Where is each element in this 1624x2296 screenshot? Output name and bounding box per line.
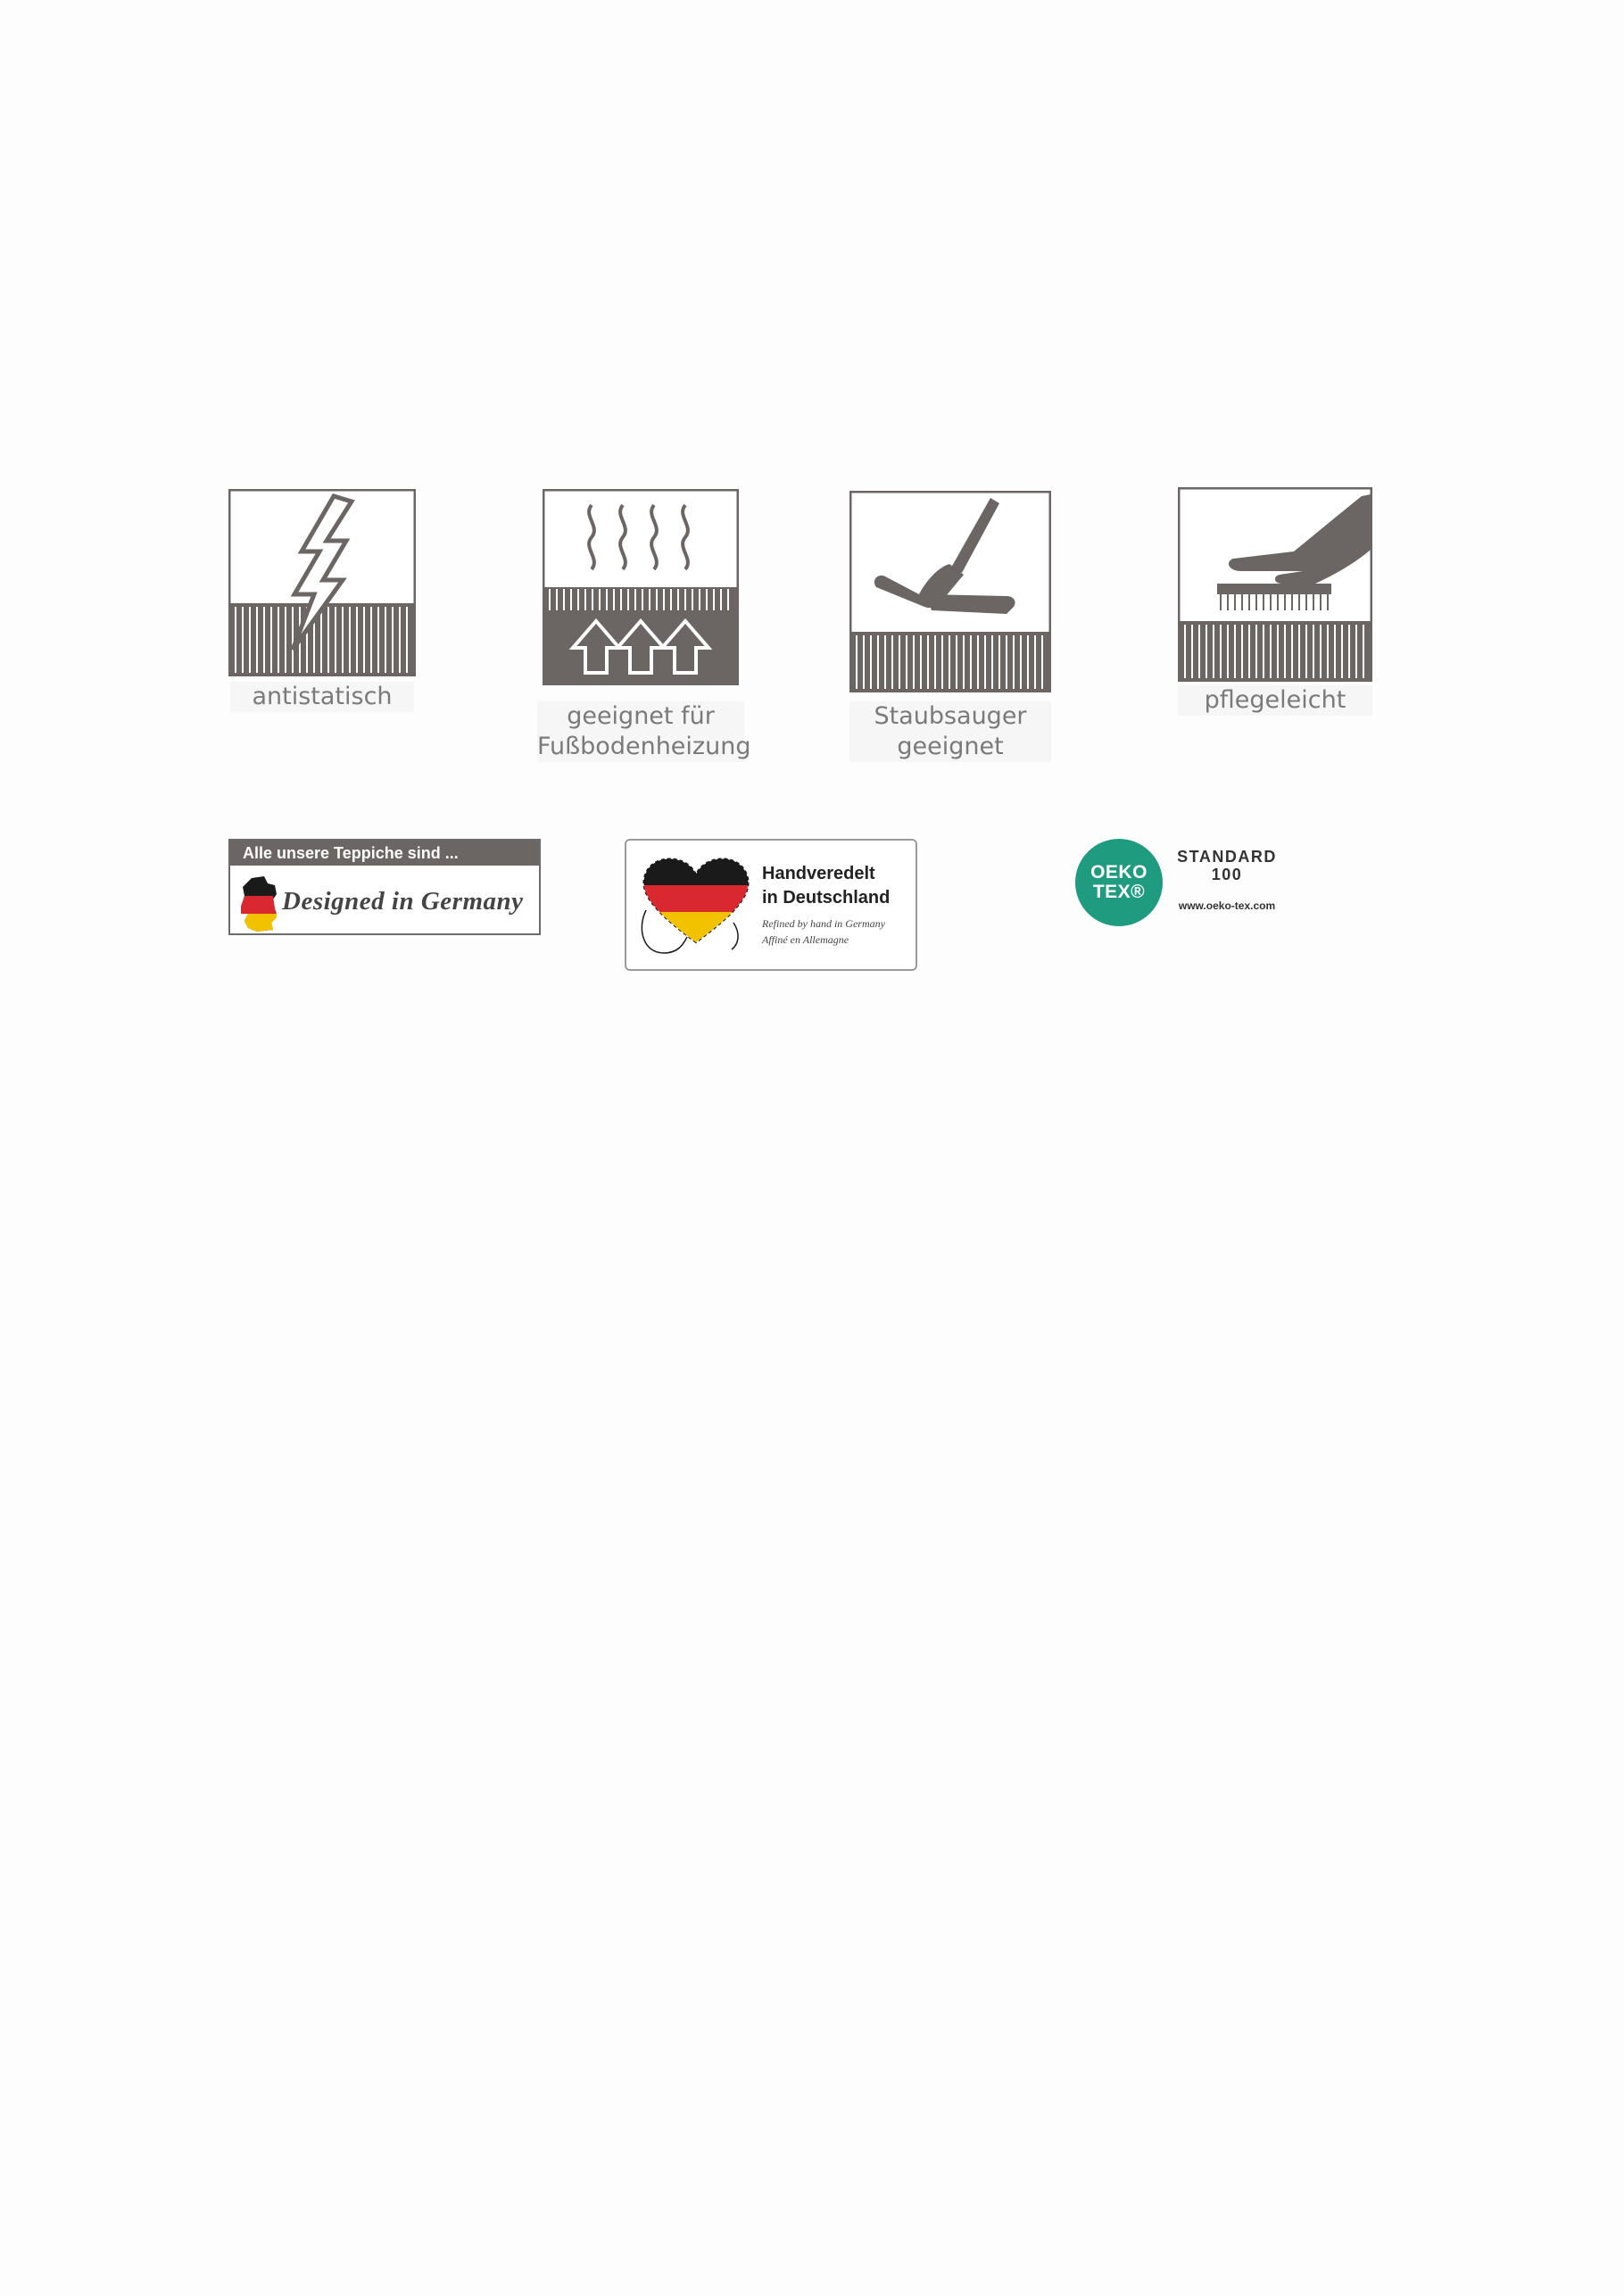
oeko-tex-url: www.oeko-tex.com <box>1178 899 1276 912</box>
badge-text: Designed in Germany <box>282 887 524 916</box>
oeko-tex-logo <box>1075 839 1289 928</box>
vacuum-cleaner-icon <box>849 491 1051 692</box>
standard-number: 100 <box>1211 866 1243 883</box>
caption-line: geeignet für <box>567 702 715 730</box>
lightning-icon <box>228 489 416 676</box>
feature-caption <box>230 682 414 712</box>
designed-in-germany-badge <box>228 839 541 935</box>
germany-map-flag-icon <box>239 876 278 932</box>
caption-line: Fußbodenheizung <box>537 733 751 760</box>
feature-vacuum <box>849 491 1051 760</box>
caption-line: Staubsauger <box>874 702 1027 730</box>
feature-antistatic <box>228 489 416 710</box>
badge-header: Alle unsere Teppiche sind ... <box>230 841 539 866</box>
hand-brush-icon <box>1178 487 1372 682</box>
caption-line: antistatisch <box>252 683 393 710</box>
standard-label: STANDARD <box>1177 848 1277 866</box>
feature-caption <box>537 701 751 762</box>
badge-subtitle: in Deutschland <box>762 888 891 908</box>
tex-text: TEX® <box>1092 882 1146 902</box>
feature-caption <box>849 701 1051 762</box>
badge-french: Affiné en Allemagne <box>762 933 849 946</box>
oeko-text: OEKO <box>1090 862 1148 883</box>
german-flag-heart-icon <box>634 848 758 964</box>
badge-title: Handveredelt <box>762 864 875 883</box>
handveredelt-badge <box>625 839 917 971</box>
feature-underfloor-heating <box>537 489 751 760</box>
caption-line: geeignet <box>897 733 1004 760</box>
feature-easy-care <box>1178 487 1372 714</box>
feature-caption <box>1178 685 1372 716</box>
heat-waves-icon <box>543 489 739 685</box>
badge-english: Refined by hand in Germany <box>762 917 885 930</box>
caption-line: pflegeleicht <box>1204 686 1346 714</box>
